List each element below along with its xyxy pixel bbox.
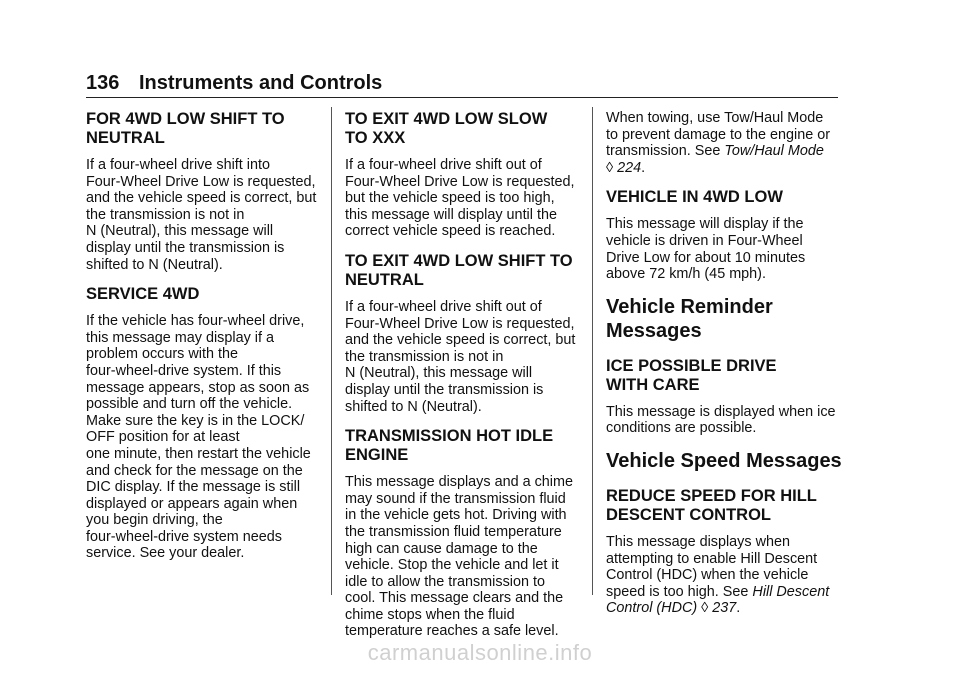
section-title: Instruments and Controls <box>138 72 383 94</box>
hdc-page-link[interactable]: 237 <box>712 600 737 617</box>
heading-vehicle-reminder-messages: Vehicle Reminder Messages <box>606 295 773 342</box>
heading-exit-4wd-low-shift: TO EXIT 4WD LOW SHIFT TO NEUTRAL <box>345 251 573 289</box>
paragraph-ice-possible: This message is displayed when ice conditions are possible. <box>606 403 836 437</box>
heading-exit-4wd-low-slow: TO EXIT 4WD LOW SLOW TO XXX <box>345 110 548 147</box>
page-number: 136 <box>86 72 120 94</box>
heading-ice-possible: ICE POSSIBLE DRIVE WITH CARE <box>606 356 777 394</box>
column-divider <box>331 107 332 595</box>
paragraph-vehicle-in-4wd-low: This message will display if the vehicle is driven in Four-Wheel Drive Low for about 10 minutes above 72 km/h (45 mph). <box>606 216 806 283</box>
tow-haul-page-link[interactable]: 224 <box>617 159 642 176</box>
towing-text: When towing, use Tow/Haul Mode to prevent damage to the engine or transmission. See <box>606 110 831 160</box>
column-1 <box>86 110 324 574</box>
paragraph-4wd-low-shift-neutral: If a four-wheel drive shift into Four-Wheel Drive Low is requested, and the vehicle speed is correct, but the transmission is not in N (Neutral), this message will display until the transmission is shifted to N (Neutral). <box>86 157 317 273</box>
column-divider <box>592 107 593 595</box>
header-rule <box>86 97 838 98</box>
hill-descent-control-link[interactable]: Hill Descent Control (HDC) <box>606 583 830 617</box>
paragraph-service-4wd: If the vehicle has four-wheel drive, this message may display if a problem occurs with the four-wheel-drive system. If this message appears, stop as soon as possible and turn off the vehicle. Make sure the key is in the LOCK/ OFF position for at least one minute, then restart the vehicle and check for the message on the DIC display. If the message is still displayed or appears again when you begin driving, the four-wheel-drive system needs service. See your dealer. <box>86 313 311 562</box>
heading-service-4wd: SERVICE 4WD <box>86 285 200 304</box>
paragraph-exit-4wd-low-shift: If a four-wheel drive shift out of Four-Wheel Drive Low is requested, and the vehicle speed is correct, but the transmission is not in N (Neutral), this message will display until the transmission is shifted to N (Neutral). <box>345 298 576 415</box>
watermark: carmanualsonline.info <box>367 640 593 665</box>
heading-vehicle-speed-messages: Vehicle Speed Messages <box>606 449 842 472</box>
tow-haul-mode-link[interactable]: Tow/Haul Mode <box>724 143 824 160</box>
heading-4wd-low-shift-neutral: FOR 4WD LOW SHIFT TO NEUTRAL <box>86 110 285 147</box>
heading-reduce-speed-hill: REDUCE SPEED FOR HILL DESCENT CONTROL <box>606 486 817 524</box>
period: . <box>641 159 646 176</box>
page-reference-icon: ◊ <box>701 600 709 617</box>
column-2 <box>345 110 583 652</box>
heading-vehicle-in-4wd-low: VEHICLE IN 4WD LOW <box>606 188 783 207</box>
heading-transmission-hot: TRANSMISSION HOT IDLE ENGINE <box>345 427 554 465</box>
paragraph-exit-4wd-low-slow: If a four-wheel drive shift out of Four-Wheel Drive Low is requested, but the vehicle speed is too high, this message will display until the correct vehicle speed is reached. <box>345 157 575 240</box>
period: . <box>736 600 741 617</box>
column-3 <box>606 110 844 629</box>
hill-text: This message displays when attempting to enable Hill Descent Control (HDC) when the vehicle speed is too high. See <box>606 533 818 600</box>
page-reference-icon: ◊ <box>606 159 614 176</box>
paragraph-reduce-speed-hill <box>606 534 844 617</box>
paragraph-transmission-hot: This message displays and a chime may sound if the transmission fluid in the vehicle gets hot. Driving with the transmission fluid temperature high can cause damage to the vehicle. Stop the vehicle and let it idle to allow the transmission to cool. This message clears and the chime stops when the fluid temperature reaches a safe level. <box>345 474 573 640</box>
paragraph-towing <box>606 110 844 176</box>
page-header <box>86 72 382 95</box>
